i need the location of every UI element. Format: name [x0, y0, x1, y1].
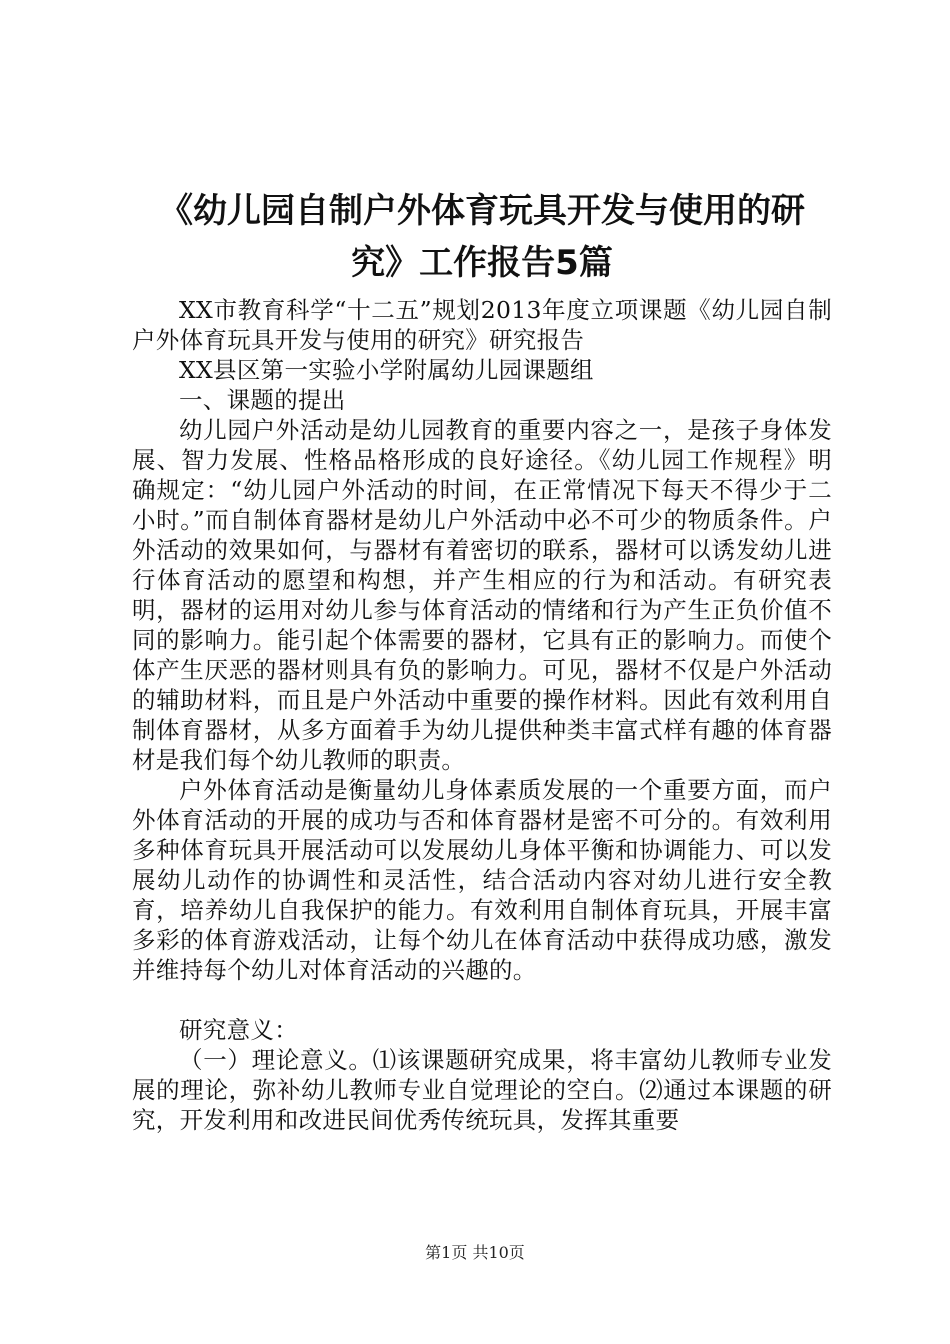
paragraph-research-group: XX县区第一实验小学附属幼儿园课题组 [179, 356, 594, 384]
title-line-1: 《幼儿园自制户外体育玩具开发与使用的研 [159, 191, 805, 231]
paragraph-sports-activity: 户外体育活动是衡量幼儿身体素质发展的一个重要方面，而户外体育活动的开展的成功与否和体育器材是密不可分的。有效利用多种体育玩具开展活动可以发展幼儿身体平衡和协调能力、可以发展幼儿动作的协调性和灵活性，结合活动内容对幼儿进行安全教育，培养幼儿自我保护的能力。有效利用自制体育玩具，开展丰富多彩的体育游戏活动，让每个幼儿在体育活动中获得成功感，激发并维持每个幼儿对体育活动的兴趣的。 [132, 776, 832, 984]
paragraph-outdoor-activity: 幼儿园户外活动是幼儿园教育的重要内容之一，是孩子身体发展、智力发展、性格品格形成的良好途径。《幼儿园工作规程》明确规定：“幼儿园户外活动的时间，在正常情况下每天不得少于二小时。”而自制体育器材是幼儿户外活动中必不可少的物质条件。户外活动的效果如何，与器材有着密切的联系，器材可以诱发幼儿进行体育活动的愿望和构想，并产生相应的行为和活动。有研究表明，器材的运用对幼儿参与体育活动的情绪和行为产生正负价值不同的影响力。能引起个体需要的器材，它具有正的影响力。而使个体产生厌恶的器材则具有负的影响力。可见，器材不仅是户外活动的辅助材料，而且是户外活动中重要的操作材料。因此有效利用自制体育器材，从多方面着手为幼儿提供种类丰富式样有趣的体育器材是我们每个幼儿教师的职责。 [132, 416, 832, 774]
title-line-2: 究》工作报告5篇 [351, 243, 613, 283]
research-significance-heading: 研究意义： [179, 1016, 298, 1044]
document-body [132, 295, 832, 1135]
paragraph-theoretical-significance: （一）理论意义。⑴该课题研究成果，将丰富幼儿教师专业发展的理论，弥补幼儿教师专业自觉理论的空白。⑵通过本课题的研究，开发利用和改进民间优秀传统玩具，发挥其重要 [132, 1046, 832, 1134]
section-heading-1: 一、课题的提出 [179, 386, 346, 414]
page-footer: 第1页 共10页 [425, 1243, 525, 1262]
document-title [132, 185, 832, 289]
paragraph-project-header: XX市教育科学“十二五”规划2013年度立项课题《幼儿园自制户外体育玩具开发与使用的研究》研究报告 [132, 296, 832, 354]
